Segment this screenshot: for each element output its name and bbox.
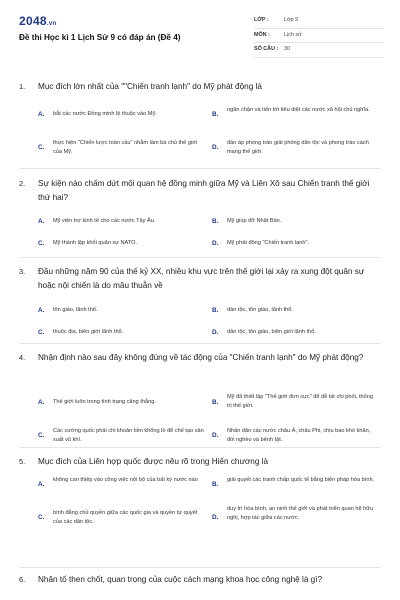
site-logo-suffix: .vn xyxy=(46,21,57,27)
option-letter: A. xyxy=(38,481,45,488)
question-divider xyxy=(19,343,381,344)
option-text: Mỹ phát động "Chiến tranh lạnh". xyxy=(227,240,310,246)
option-text: giải quyết các tranh chấp quốc tế bằng biện pháp hòa bình. xyxy=(227,477,375,483)
info-value: Lịch sử xyxy=(284,31,302,38)
info-row-count xyxy=(254,43,384,58)
option-text: Mỹ viện trợ kinh tế cho các nước Tây Âu. xyxy=(53,218,156,224)
option-letter: B. xyxy=(212,218,219,225)
option-letter: D. xyxy=(212,329,219,336)
question-number: 6. xyxy=(19,575,26,584)
info-row-class xyxy=(254,14,384,29)
question-number: 1. xyxy=(19,82,26,91)
exam-info-panel xyxy=(254,14,384,58)
option-text: duy trì hòa bình, an ninh thế giới và phát triển quan hệ hữu nghị, hợp tác giữa các nước. xyxy=(227,506,374,522)
option-letter: C. xyxy=(38,329,45,336)
option-text: Mỹ đã thiết lập "Thế giới đơn cực" để dễ bề chi phối, thống trị thế giới. xyxy=(227,394,373,410)
question-text: Nhân tố then chốt, quan trọng của cuộc cách mạng khoa học công nghệ là gì? xyxy=(38,575,323,584)
info-row-subject xyxy=(254,29,384,44)
option-letter: C. xyxy=(38,514,45,521)
option-letter: B. xyxy=(212,307,219,314)
question-text: Sự kiện nào chấm dứt mối quan hệ đồng minh giữa Mỹ và Liên Xô sau Chiến tranh thế giới thứ hai? xyxy=(38,179,370,202)
option-letter: A. xyxy=(38,218,45,225)
option-text: không can thiệp vào công việc nội bộ của bất kỳ nước nào xyxy=(53,477,198,483)
option-letter: B. xyxy=(212,481,219,488)
question-divider xyxy=(19,168,381,169)
option-text: thuộc địa, biên giới lãnh thổ. xyxy=(53,329,124,335)
option-text: Mỹ thành lập khối quân sự NATO. xyxy=(53,240,138,246)
option-letter: D. xyxy=(212,240,219,247)
option-letter: D. xyxy=(212,432,219,439)
question-divider xyxy=(19,567,381,568)
info-value: Lớp 9 xyxy=(284,17,299,23)
option-letter: A. xyxy=(38,111,45,118)
question-divider xyxy=(19,447,381,448)
question-divider xyxy=(19,257,381,258)
option-letter: C. xyxy=(38,144,45,151)
question-number: 2. xyxy=(19,179,26,188)
option-text: bình đẳng chủ quyền giữa các quốc gia và quyền tự quyết của các dân tộc. xyxy=(53,510,198,526)
site-logo[interactable] xyxy=(19,14,56,28)
option-letter: A. xyxy=(38,399,45,406)
question-text: Nhận định nào sau đây không đúng về tác động của "Chiến tranh lạnh" do Mỹ phát động? xyxy=(38,353,364,362)
option-letter: A. xyxy=(38,307,45,314)
option-text: dân tộc, tôn giáo, biên giới lãnh thổ. xyxy=(227,329,316,335)
option-text: bắt các nước Đồng minh lệ thuộc vào Mỹ. xyxy=(53,111,157,117)
option-text: thực hiện "Chiến lược toàn cầu" nhằm làm bá chủ thế giới của Mỹ. xyxy=(53,140,198,156)
option-text: Thế giới luôn trong tình trạng căng thẳng. xyxy=(53,399,156,405)
info-label: MÔN : xyxy=(254,31,270,38)
option-letter: B. xyxy=(212,399,219,406)
option-letter: D. xyxy=(212,144,219,151)
question-text: Đầu những năm 90 của thế kỷ XX, nhiều khu vực trên thế giới lại xảy ra xung đột quân sự hoặc nội chiến là do mâu thuẫn về xyxy=(38,267,365,290)
option-text: dân tộc, tôn giáo, lãnh thổ. xyxy=(227,307,293,313)
option-text: Mỹ giúp đỡ Nhật Bản. xyxy=(227,218,282,224)
option-letter: C. xyxy=(38,240,45,247)
info-value: 30 xyxy=(284,46,290,52)
question-number: 5. xyxy=(19,457,26,466)
exam-header xyxy=(0,0,400,62)
option-text: ngăn chặn và tiến tới tiêu diệt các nước xã hội chủ nghĩa. xyxy=(227,107,370,113)
option-text: Các cường quốc phải chi khoản tiền khổng lồ để chế tạo sản xuất vũ khí. xyxy=(53,428,204,444)
question-number: 3. xyxy=(19,267,26,276)
page-title: Đề thi Học kì 1 Lịch Sử 9 có đáp án (Đề 4) xyxy=(19,33,181,42)
question-text: Mục đích của Liên hợp quốc được nêu rõ trong Hiến chương là xyxy=(38,457,269,466)
option-letter: C. xyxy=(38,432,45,439)
option-text: tôn giáo, lãnh thổ. xyxy=(53,307,98,313)
site-logo-name: 2048 xyxy=(19,14,47,28)
question-number: 4. xyxy=(19,353,26,362)
option-text: Nhân dân các nước châu Á, châu Phi, chịu bao khó khăn, đói nghèo và bệnh tật. xyxy=(227,428,371,444)
option-letter: D. xyxy=(212,514,219,521)
option-letter: B. xyxy=(212,111,219,118)
info-label: LỚP : xyxy=(254,17,269,23)
info-label: SỐ CÂU : xyxy=(254,46,279,52)
option-text: đàn áp phong trào giải phóng dân tộc và phong trào cách mạng thế giới. xyxy=(227,140,369,156)
question-text: Mục đích lớn nhất của ""Chiến tranh lạnh" do Mỹ phát động là xyxy=(38,82,262,91)
